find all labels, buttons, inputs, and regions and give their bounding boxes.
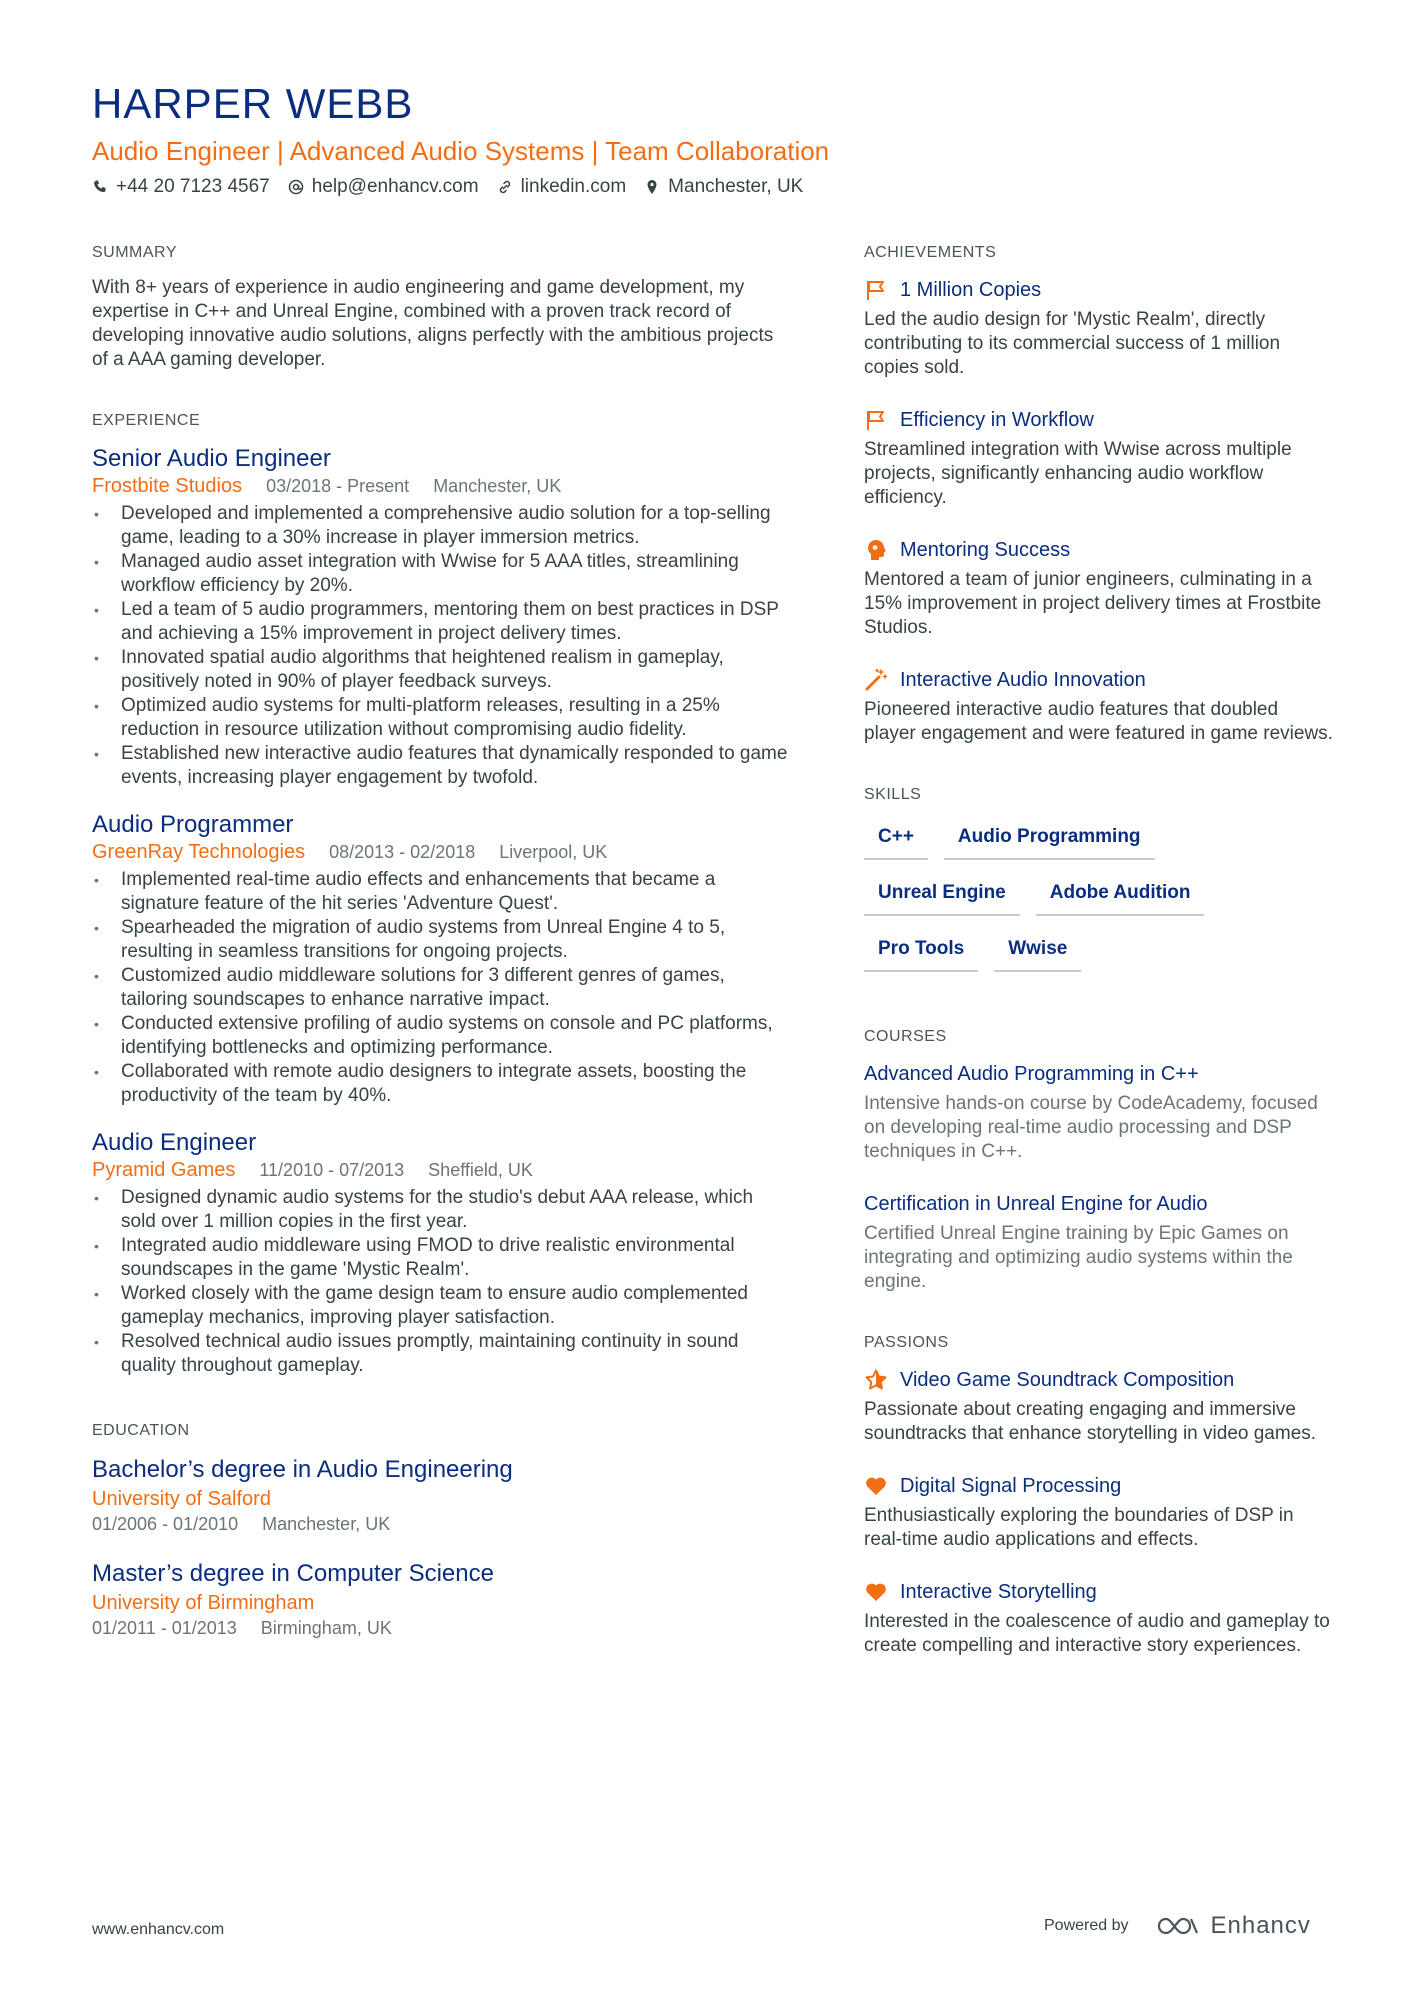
job-dates: 03/2018 - Present <box>266 476 410 496</box>
summary-title: SUMMARY <box>92 244 177 261</box>
head-icon <box>864 538 888 562</box>
edu-dates: 01/2006 - 01/2010 <box>92 1514 239 1534</box>
contact-phone-text: +44 20 7123 4567 <box>116 176 270 197</box>
passion-head <box>864 1472 1334 1500</box>
achievement-desc: Pioneered interactive audio features that doubled player engagement and were featured in game reviews. <box>864 699 1333 744</box>
job-entry <box>92 810 792 1108</box>
job-title: Senior Audio Engineer <box>92 445 331 472</box>
job-bullet: • Developed and implemented a comprehensive audio solution for a top-selling game, leading to a 30% increase in player immersion metrics. <box>92 502 792 550</box>
passion-title: Digital Signal Processing <box>900 1475 1122 1497</box>
edu-location: Birmingham, UK <box>260 1618 392 1638</box>
passion-title: Interactive Storytelling <box>900 1581 1097 1603</box>
job-bullet: • Led a team of 5 audio programmers, mentoring them on best practices in DSP and achieving a 15% improvement in project delivery times. <box>92 598 792 646</box>
edu-school: University of Salford <box>92 1488 271 1510</box>
job-location: Liverpool, UK <box>499 842 608 862</box>
job-bullets <box>92 502 792 790</box>
education-title: EDUCATION <box>92 1422 190 1439</box>
achievement-head <box>864 406 1334 434</box>
achievement-title: 1 Million Copies <box>900 279 1042 301</box>
achievement-item <box>864 666 1334 746</box>
contact-linkedin[interactable] <box>497 176 627 198</box>
education-entry <box>92 1454 792 1536</box>
passions-title: PASSIONS <box>864 1334 949 1351</box>
passion-item <box>864 1578 1334 1658</box>
job-company: GreenRay Technologies <box>92 841 306 863</box>
job-entry <box>92 1128 792 1378</box>
enhancv-logo[interactable] <box>1155 1912 1311 1940</box>
skills-title: SKILLS <box>864 786 922 803</box>
flag-icon <box>864 408 888 432</box>
job-bullet: • Implemented real-time audio effects and enhancements that became a signature feature of the hit series 'Adventure Quest'. <box>92 868 792 916</box>
job-entry <box>92 444 792 790</box>
course-item <box>864 1190 1334 1294</box>
enhancv-logo-icon <box>1155 1914 1201 1938</box>
course-title: Certification in Unreal Engine for Audio <box>864 1193 1208 1215</box>
at-icon <box>288 179 304 195</box>
education-section <box>92 1422 792 1640</box>
edu-meta <box>92 1512 792 1536</box>
edu-degree: Master’s degree in Computer Science <box>92 1560 494 1587</box>
job-bullet: • Optimized audio systems for multi-platform releases, resulting in a 25% reduction in resource utilization without compromising audio fidelity. <box>92 694 792 742</box>
skills-list <box>864 818 1284 972</box>
achievement-desc: Mentored a team of junior engineers, culminating in a 15% improvement in project delivery times at Frostbite Studios. <box>864 569 1322 638</box>
skill-tag: Unreal Engine <box>864 874 1020 916</box>
job-bullets <box>92 868 792 1108</box>
footer-website[interactable]: www.enhancv.com <box>92 1921 225 1938</box>
course-desc: Intensive hands-on course by CodeAcademy, focused on developing real-time audio processing and DSP techniques in C++. <box>864 1093 1318 1162</box>
achievement-head <box>864 276 1334 304</box>
star-icon <box>864 1368 888 1392</box>
passion-item <box>864 1366 1334 1446</box>
skill-tag: Adobe Audition <box>1036 874 1205 916</box>
job-bullet: • Integrated audio middleware using FMOD to drive realistic environmental soundscapes in the game 'Mystic Realm'. <box>92 1234 792 1282</box>
job-meta <box>92 474 792 498</box>
job-dates: 11/2010 - 07/2013 <box>259 1160 405 1180</box>
achievements-section <box>864 244 1334 746</box>
skill-tag: Wwise <box>994 930 1081 972</box>
contact-email[interactable] <box>288 176 479 198</box>
job-bullets <box>92 1186 792 1378</box>
summary-section <box>92 244 792 372</box>
achievement-item <box>864 536 1334 640</box>
achievement-item <box>864 406 1334 510</box>
magic-wand-icon <box>864 668 888 692</box>
edu-school: University of Birmingham <box>92 1592 315 1614</box>
skills-section <box>864 786 1334 972</box>
contact-bar <box>92 176 803 198</box>
job-company: Frostbite Studios <box>92 475 243 497</box>
passion-title: Video Game Soundtrack Composition <box>900 1369 1235 1391</box>
job-bullet: • Conducted extensive profiling of audio systems on console and PC platforms, identifying bottlenecks and optimizing performance. <box>92 1012 792 1060</box>
experience-section <box>92 412 792 1378</box>
achievement-title: Efficiency in Workflow <box>900 409 1094 431</box>
course-item <box>864 1060 1334 1164</box>
passion-desc: Passionate about creating engaging and immersive soundtracks that enhance storytelling in video games. <box>864 1399 1317 1444</box>
heart-icon <box>864 1580 888 1604</box>
achievement-head <box>864 536 1334 564</box>
skill-tag: Audio Programming <box>944 818 1155 860</box>
candidate-name: HARPER WEBB <box>92 80 414 127</box>
job-bullet: • Innovated spatial audio algorithms that heightened realism in gameplay, positively noted in 90% of player feedback surveys. <box>92 646 792 694</box>
skill-tag: C++ <box>864 818 928 860</box>
passion-head <box>864 1578 1334 1606</box>
achievement-head <box>864 666 1334 694</box>
location-pin-icon <box>644 179 660 195</box>
link-icon <box>497 179 513 195</box>
passion-head <box>864 1366 1334 1394</box>
contact-location <box>644 176 803 198</box>
job-bullet: • Resolved technical audio issues promptly, maintaining continuity in sound quality throughout gameplay. <box>92 1330 792 1378</box>
achievement-title: Interactive Audio Innovation <box>900 669 1146 691</box>
job-bullet: • Designed dynamic audio systems for the studio's debut AAA release, which sold over 1 million copies in the first year. <box>92 1186 792 1234</box>
passion-item <box>864 1472 1334 1552</box>
job-bullet: • Managed audio asset integration with Wwise for 5 AAA titles, streamlining workflow efficiency by 20%. <box>92 550 792 598</box>
passion-desc: Enthusiastically exploring the boundaries of DSP in real-time audio applications and effects. <box>864 1505 1294 1550</box>
powered-by-label: Powered by <box>1044 1917 1129 1934</box>
job-meta <box>92 1158 792 1182</box>
achievements-title: ACHIEVEMENTS <box>864 244 997 261</box>
edu-degree: Bachelor’s degree in Audio Engineering <box>92 1456 513 1483</box>
phone-icon <box>92 179 108 195</box>
course-title: Advanced Audio Programming in C++ <box>864 1063 1199 1085</box>
footer-branding <box>1044 1912 1311 1940</box>
edu-location: Manchester, UK <box>262 1514 391 1534</box>
headline: Audio Engineer | Advanced Audio Systems | Team Collaboration <box>92 136 830 166</box>
achievement-item <box>864 276 1334 380</box>
right-column <box>864 244 1334 1698</box>
passion-desc: Interested in the coalescence of audio and gameplay to create compelling and interactive story experiences. <box>864 1611 1330 1656</box>
job-bullet: • Customized audio middleware solutions for 3 different genres of games, tailoring soundscapes to enhance narrative impact. <box>92 964 792 1012</box>
courses-title: COURSES <box>864 1028 947 1045</box>
skill-tag: Pro Tools <box>864 930 978 972</box>
left-column <box>92 244 792 1680</box>
achievement-title: Mentoring Success <box>900 539 1071 561</box>
contact-linkedin-text: linkedin.com <box>520 176 627 197</box>
experience-title: EXPERIENCE <box>92 412 201 429</box>
edu-dates: 01/2011 - 01/2013 <box>92 1618 237 1638</box>
edu-meta <box>92 1616 792 1640</box>
education-entry <box>92 1558 792 1640</box>
summary-text: With 8+ years of experience in audio engineering and game development, my expertise in C++ and Unreal Engine, combined with a proven track record of developing innovative audio solutions, aligns perfectly with the ambitious projects of a AAA gaming developer. <box>92 277 774 370</box>
job-title: Audio Programmer <box>92 811 294 838</box>
contact-location-text: Manchester, UK <box>668 176 804 197</box>
heart-icon <box>864 1474 888 1498</box>
job-dates: 08/2013 - 02/2018 <box>329 842 476 862</box>
job-bullet: • Collaborated with remote audio designers to integrate assets, boosting the productivity of the team by 40%. <box>92 1060 792 1108</box>
achievement-desc: Led the audio design for 'Mystic Realm', directly contributing to its commercial success of 1 million copies sold. <box>864 309 1281 378</box>
enhancv-brand-text: Enhancv <box>1210 1912 1311 1939</box>
job-bullet: • Spearheaded the migration of audio systems from Unreal Engine 4 to 5, resulting in seamless transitions for ongoing projects. <box>92 916 792 964</box>
job-meta <box>92 840 792 864</box>
flag-icon <box>864 278 888 302</box>
courses-section <box>864 1028 1334 1294</box>
job-bullet: • Established new interactive audio features that dynamically responded to game events, increasing player engagement by twofold. <box>92 742 792 790</box>
job-bullet: • Worked closely with the game design team to ensure audio complemented gameplay mechanics, improving player satisfaction. <box>92 1282 792 1330</box>
job-location: Sheffield, UK <box>428 1160 533 1180</box>
passions-section <box>864 1334 1334 1658</box>
contact-phone[interactable] <box>92 176 270 198</box>
contact-email-text: help@enhancv.com <box>311 176 479 197</box>
achievement-desc: Streamlined integration with Wwise across multiple projects, significantly enhancing audio workflow efficiency. <box>864 439 1292 508</box>
job-location: Manchester, UK <box>433 476 562 496</box>
job-title: Audio Engineer <box>92 1129 257 1156</box>
course-desc: Certified Unreal Engine training by Epic Games on integrating and optimizing audio systems within the engine. <box>864 1223 1293 1292</box>
job-company: Pyramid Games <box>92 1159 236 1181</box>
